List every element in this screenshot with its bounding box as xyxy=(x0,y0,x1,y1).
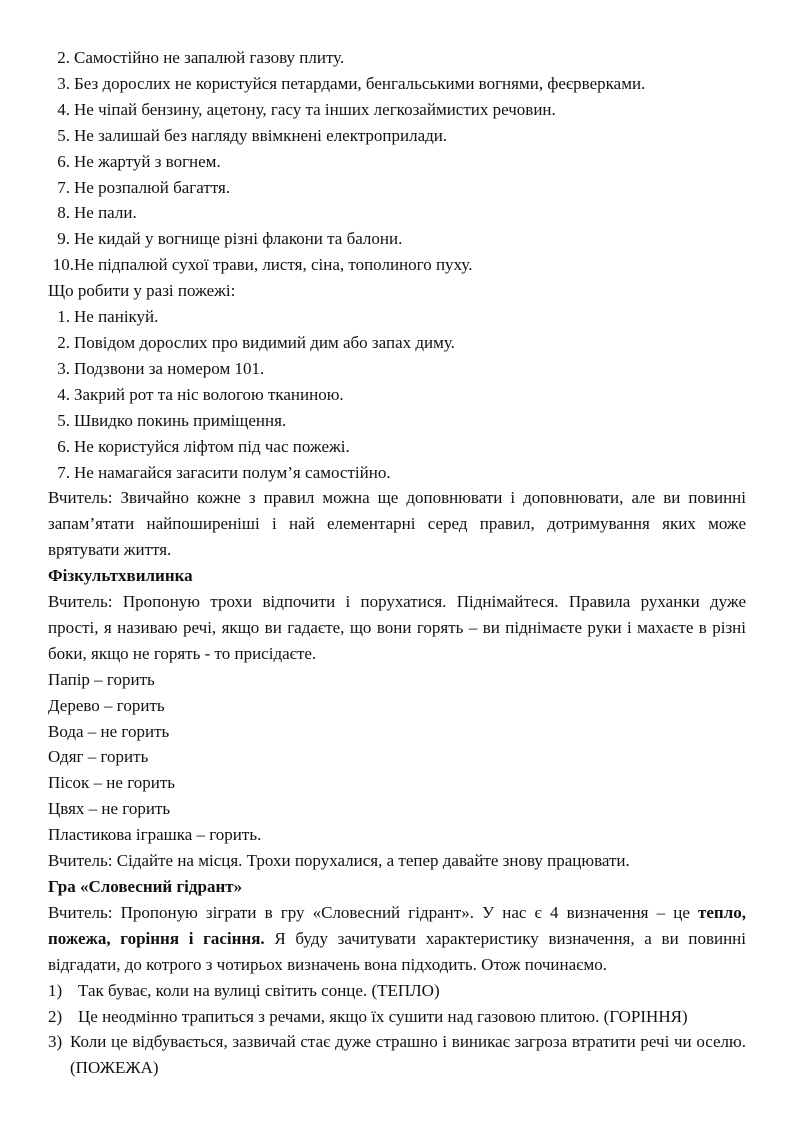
list-item: 7. Не розпалюй багаття. xyxy=(57,177,231,197)
list-item: Вода – не горить xyxy=(48,721,170,741)
fire-actions-list xyxy=(48,304,746,485)
game-heading: Гра «Словесний гідрант» xyxy=(48,877,243,896)
list-item: 7. Не намагайся загасити полум’я самостійно. xyxy=(57,462,391,482)
list-item: Папір – горить xyxy=(48,669,155,689)
list-item: 10. Не підпалюй сухої трави, листя, сіна, тополиного пуху. xyxy=(52,255,473,275)
list-item: 5. Не залишай без нагляду ввімкнені електроприлади. xyxy=(57,125,448,145)
list-item: 4. Не чіпай бензину, ацетону, гасу та інших легкозаймистих речовин. xyxy=(57,99,556,119)
fizkult-intro: Вчитель: Пропоную трохи відпочити і порухатися. Піднімайтеся. Правила руханки дуже прості, я називаю речі, якщо ви гадаєте, що вони горять – ви піднімаєте руки і махаєте в різні боки, якщо не горять - то присідаєте. xyxy=(48,592,746,663)
list-item: Одяг – горить xyxy=(48,747,149,767)
list-item: 5. Швидко покинь приміщення. xyxy=(57,410,287,430)
definitions-bold: тепло, пожежа, горіння і гасіння. xyxy=(48,902,746,948)
list-item: 1) Так буває, коли на вулиці світить сонце. (ТЕПЛО) xyxy=(48,980,440,1000)
list-item: Цвях – не горить xyxy=(48,799,171,819)
list-item: 6. Не користуйся ліфтом під час пожежі. xyxy=(57,436,350,456)
teacher-note: Вчитель: Звичайно кожне з правил можна ще доповнювати і доповнювати, але ви повинні запам’ятати найпоширеніші і най елементарні серед правил, дотримування яких може врятувати життя. xyxy=(48,488,746,560)
list-item: 3. Без дорослих не користуйся петардами, бенгальськими вогнями, феєрверками. xyxy=(57,73,646,93)
list-item: Пісок – не горить xyxy=(48,773,176,793)
list-item: 6. Не жартуй з вогнем. xyxy=(57,151,221,171)
list-item: 8. Не пали. xyxy=(57,203,137,223)
list-item: Пластикова іграшка – горить. xyxy=(48,825,262,845)
list-item: 2. Самостійно не запалюй газову плиту. xyxy=(57,48,345,67)
list-item: 3. Подзвони за номером 101. xyxy=(57,358,265,378)
document-page xyxy=(48,45,746,1081)
questions-list xyxy=(48,978,746,1082)
burn-items-list xyxy=(48,667,746,848)
list-item: 2. Повідом дорослих про видимий дим або запах диму. xyxy=(57,332,455,352)
game-intro: Вчитель: Пропоную зіграти в гру «Словесний гідрант». У нас є 4 визначення – це тепло, пожежа, горіння і гасіння. Я буду зачитувати характеристику визначення, а ви повинні відгадати, до котрого з чотирьох визначень вона підходить. Отож починаємо. xyxy=(48,902,746,974)
list-item: 1. Не панікуй. xyxy=(57,307,159,327)
teacher-note: Вчитель: Сідайте на місця. Трохи порухалися, а тепер давайте знову працювати. xyxy=(48,851,630,871)
safety-rules-list xyxy=(48,45,746,278)
list-item: Дерево – горить xyxy=(48,695,165,715)
list-item: 9. Не кидай у вогнище різні флакони та балони. xyxy=(57,229,403,249)
fizkult-heading: Фізкультхвилинка xyxy=(48,566,193,586)
list-item: 2) Це неодмінно трапиться з речами, якщо їх сушити над газовою плитою. (ГОРІННЯ) xyxy=(48,1006,688,1026)
list-item: 3) Коли це відбувається, зазвичай стає дуже страшно і виникає загроза втратити речі чи оселю. (ПОЖЕЖА) xyxy=(48,1032,746,1078)
list-item: 4. Закрий рот та ніс вологою тканиною. xyxy=(57,384,344,404)
fire-heading: Що робити у разі пожежі: xyxy=(48,281,236,301)
